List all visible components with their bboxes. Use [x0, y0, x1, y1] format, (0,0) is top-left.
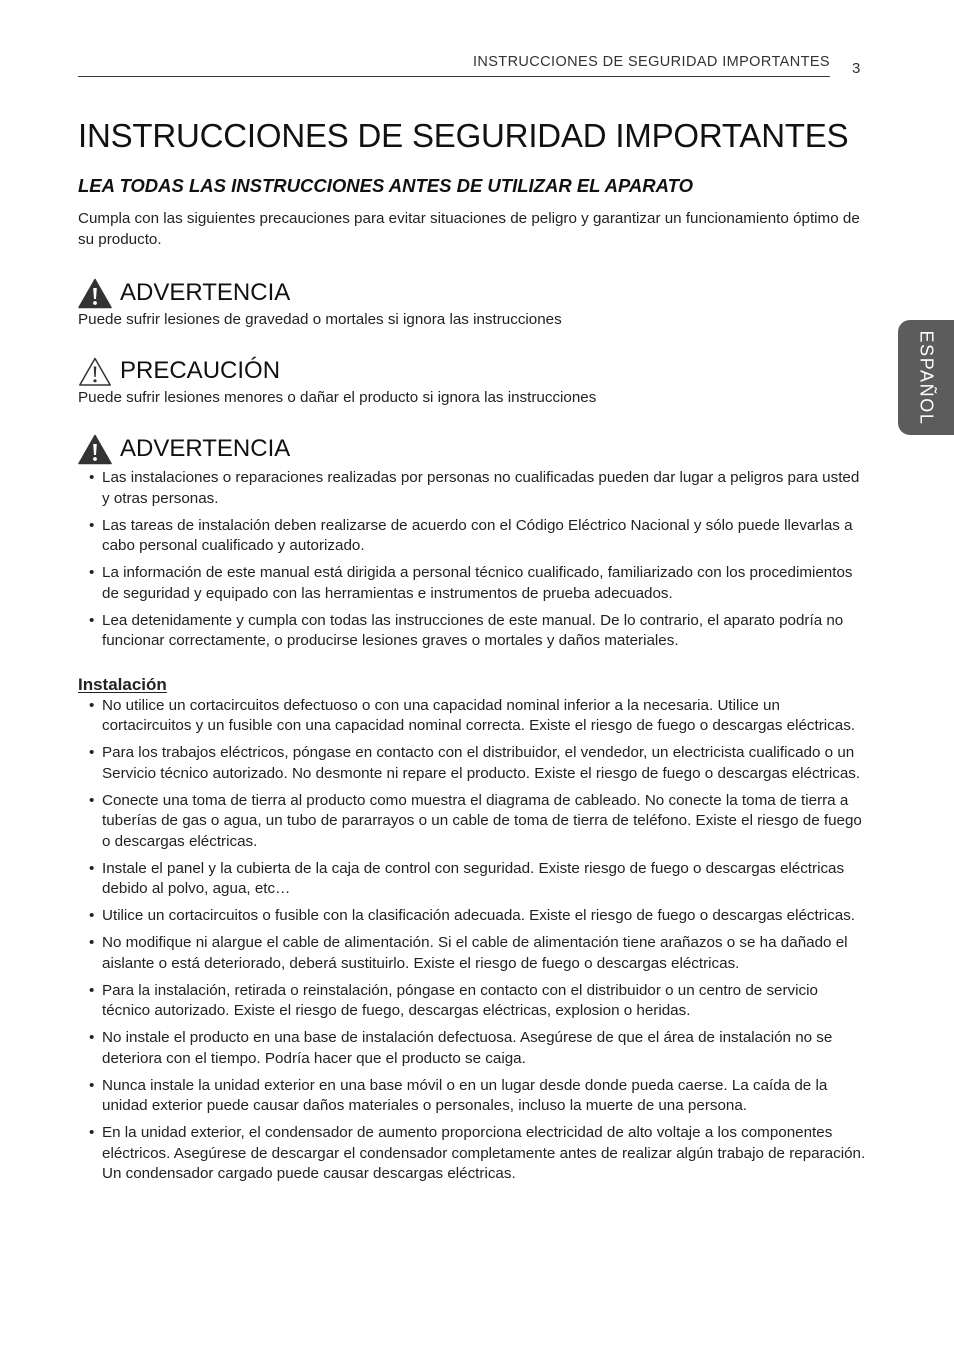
- installation-section: [78, 674, 868, 1185]
- warning-definition-heading: [78, 276, 868, 310]
- warning-definition-text: Puede sufrir lesiones de gravedad o mortales si ignora las instrucciones: [78, 311, 562, 328]
- warning-section-heading: [78, 432, 868, 466]
- running-header: [78, 52, 830, 77]
- list-item: • Para la instalación, retirada o reinstalación, póngase en contacto con el distribuidor o un centro de servicio técnico autorizado. Existe el riesgo de fuego, descargas eléctricas, explosion o heridas.: [78, 981, 868, 1022]
- language-tab: [898, 320, 954, 435]
- list-item: • No modifique ni alargue el cable de alimentación. Si el cable de alimentación tiene arañazos o se ha dañado el aislante o está deteriorado, deberá sustituirlo. Existe el riesgo de fuego o descargas eléctricas.: [78, 933, 868, 974]
- list-item: • Las instalaciones o reparaciones realizadas por personas no cualificadas pueden dar lugar a peligros para usted y otras personas.: [78, 468, 868, 509]
- list-item: • Conecte una toma de tierra al producto como muestra el diagrama de cableado. No conecte la toma de tierra a tuberías de gas o agua, un tubo de pararrayos o un cable de toma de tierra de teléfono. Existe el riesgo de fuego o descargas eléctricas.: [78, 791, 868, 853]
- warning-definition: [78, 276, 868, 330]
- caution-definition-text: Puede sufrir lesiones menores o dañar el producto si ignora las instrucciones: [78, 389, 597, 406]
- list-item: • Nunca instale la unidad exterior en una base móvil o en un lugar desde donde pueda caerse. La caída de la unidad exterior puede causar daños materiales o personales, incluso la muerte de una persona.: [78, 1076, 868, 1117]
- language-tab-label: ESPAÑOL: [916, 330, 937, 425]
- list-item: • Las tareas de instalación deben realizarse de acuerdo con el Código Eléctrico Nacional y sólo puede llevarlas a cabo personal cualificado y autorizado.: [78, 516, 868, 557]
- warning-filled-icon: [78, 434, 112, 465]
- warning-section: [78, 432, 868, 652]
- page-number: 3: [852, 60, 861, 77]
- page-content: [78, 112, 868, 1191]
- warning-filled-icon: [78, 278, 112, 309]
- warning-section-title: ADVERTENCIA: [120, 435, 291, 462]
- list-item: • La información de este manual está dirigida a personal técnico cualificado, familiarizado con los procedimientos de seguridad y equipado con las herramientas e instrumentos de prueba adecuados.: [78, 563, 868, 604]
- list-item: • En la unidad exterior, el condensador de aumento proporciona electricidad de alto voltaje a los componentes eléctricos. Asegúrese de descargar el condensador completamente antes de realizar algún trabajo de reparación. Un condensador cargado puede causar descargas eléctricas.: [78, 1123, 868, 1185]
- list-item: • Para los trabajos eléctricos, póngase en contacto con el distribuidor, el vendedor, un electricista cualificado o un Servicio técnico autorizado. No desmonte ni repare el producto. Existe el riesgo de fuego o descargas eléctricas.: [78, 743, 868, 784]
- list-item: • No utilice un cortacircuitos defectuoso o con una capacidad nominal inferior a la necesaria. Utilice un cortacircuitos y un fusible con una capacidad nominal correcta. Existe el riesgo de fuego o descargas eléctricas.: [78, 696, 868, 737]
- warning-outline-icon: [78, 356, 112, 387]
- list-item: • Instale el panel y la cubierta de la caja de control con seguridad. Existe riesgo de fuego o descargas eléctricas debido al polvo, agua, etc…: [78, 859, 868, 900]
- caution-definition-title: PRECAUCIÓN: [120, 357, 281, 384]
- list-item: • Lea detenidamente y cumpla con todas las instrucciones de este manual. De lo contrario, el aparato podría no funcionar correctamente, o producirse lesiones graves o mortales y daños materiales.: [78, 611, 868, 652]
- caution-definition: [78, 354, 868, 408]
- installation-list: [78, 696, 868, 1185]
- intro-paragraph: Cumpla con las siguientes precauciones para evitar situaciones de peligro y garantizar un funcionamiento óptimo de su producto.: [78, 210, 860, 248]
- warning-definition-title: ADVERTENCIA: [120, 279, 291, 306]
- list-item: • Utilice un cortacircuitos o fusible con la clasificación adecuada. Existe el riesgo de fuego o descargas eléctricas.: [78, 906, 868, 927]
- running-header-title: INSTRUCCIONES DE SEGURIDAD IMPORTANTES: [472, 54, 830, 70]
- warning-list: [78, 468, 868, 652]
- caution-definition-heading: [78, 354, 868, 388]
- page-subtitle: LEA TODAS LAS INSTRUCCIONES ANTES DE UTILIZAR EL APARATO: [78, 175, 693, 196]
- installation-title: Instalación: [78, 674, 167, 694]
- list-item: • No instale el producto en una base de instalación defectuosa. Asegúrese de que el área de instalación no se deteriora con el tiempo. Podría hacer que el producto se caiga.: [78, 1028, 868, 1069]
- page-title: INSTRUCCIONES DE SEGURIDAD IMPORTANTES: [78, 117, 849, 154]
